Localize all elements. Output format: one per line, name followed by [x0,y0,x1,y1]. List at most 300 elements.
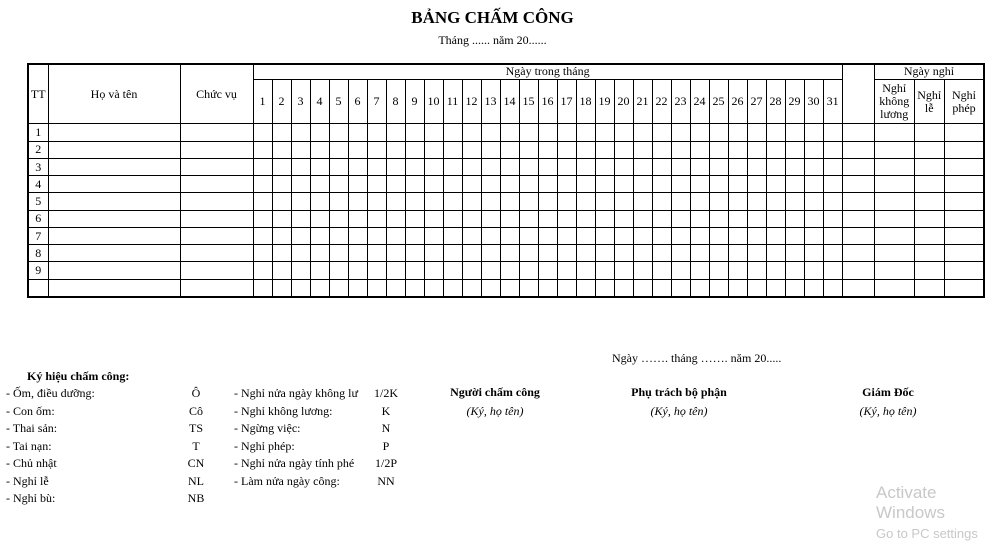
day-cell [519,279,538,297]
day-cell [538,124,557,141]
day-cell [709,279,728,297]
row-number: 1 [28,124,48,141]
day-cell [804,158,823,175]
day-cell [443,193,462,210]
day-cell [253,124,272,141]
day-cell [462,193,481,210]
day-cell [462,124,481,141]
leave-cell [914,262,944,279]
day-cell [595,210,614,227]
day-header: 12 [462,79,481,124]
day-cell [367,158,386,175]
day-cell [690,210,709,227]
day-cell [253,227,272,244]
name-cell [48,141,180,158]
day-cell [804,210,823,227]
legend-code: TS [188,421,203,435]
day-cell [272,210,291,227]
day-cell [538,262,557,279]
day-cell [747,227,766,244]
timesheet-table [27,63,985,298]
table-row [28,210,984,227]
day-cell [462,141,481,158]
day-cell [424,227,443,244]
day-cell [329,193,348,210]
day-cell [386,193,405,210]
day-cell [652,176,671,193]
day-cell [500,158,519,175]
day-header: 18 [576,79,595,124]
day-cell [804,176,823,193]
day-cell [747,210,766,227]
day-cell [253,210,272,227]
day-cell [766,262,785,279]
day-header: 2 [272,79,291,124]
day-cell [804,141,823,158]
day-cell [310,124,329,141]
day-cell [557,227,576,244]
day-cell [595,227,614,244]
day-header: 31 [823,79,842,124]
day-cell [367,193,386,210]
day-cell [310,227,329,244]
day-header: 19 [595,79,614,124]
day-cell [310,141,329,158]
day-cell [424,141,443,158]
day-cell [728,158,747,175]
day-cell [595,245,614,262]
day-cell [785,279,804,297]
day-cell [367,262,386,279]
day-header: 8 [386,79,405,124]
leave-col-header: Nghỉ không lương [874,79,914,124]
leave-cell [914,176,944,193]
day-cell [538,193,557,210]
day-cell [291,279,310,297]
leave-cell [914,124,944,141]
day-cell [310,210,329,227]
legend-label: - Ốm, điều dưỡng: [6,386,95,400]
row-number: 8 [28,245,48,262]
day-cell [367,210,386,227]
day-cell [443,141,462,158]
day-cell [766,141,785,158]
day-cell [823,193,842,210]
gap-cell [842,227,874,244]
day-cell [690,158,709,175]
day-cell [291,124,310,141]
legend-code: N [381,421,391,435]
day-cell [823,262,842,279]
day-cell [272,158,291,175]
leave-cell [874,210,914,227]
day-cell [823,141,842,158]
day-cell [633,210,652,227]
day-cell [652,193,671,210]
day-cell [709,124,728,141]
legend-code: NL [188,473,204,488]
day-cell [443,124,462,141]
day-cell [424,245,443,262]
day-cell [557,210,576,227]
day-cell [766,193,785,210]
day-cell [652,279,671,297]
signature-note: (Ký, họ tên) [859,404,917,418]
day-cell [671,210,690,227]
day-cell [424,176,443,193]
day-cell [481,262,500,279]
day-cell [652,210,671,227]
day-cell [690,262,709,279]
day-cell [462,210,481,227]
signature-block [589,385,769,419]
day-cell [443,245,462,262]
day-cell [519,124,538,141]
day-cell [348,158,367,175]
day-cell [652,124,671,141]
legend-code: K [381,403,391,418]
day-cell [253,245,272,262]
position-cell [180,158,253,175]
day-cell [576,245,595,262]
day-cell [386,141,405,158]
gap-cell [842,245,874,262]
row-number: 2 [28,141,48,158]
day-cell [348,176,367,193]
day-cell [367,176,386,193]
gap-cell [842,64,874,124]
legend-label: - Nghỉ bù: [6,491,56,505]
day-cell [481,210,500,227]
day-cell [576,262,595,279]
day-cell [253,262,272,279]
day-cell [519,245,538,262]
day-cell [747,193,766,210]
day-cell [348,210,367,227]
day-cell [671,124,690,141]
day-header: 7 [367,79,386,124]
day-cell [272,193,291,210]
row-number: 4 [28,176,48,193]
day-cell [386,279,405,297]
day-cell [500,141,519,158]
day-cell [500,193,519,210]
legend-label: - Nghỉ nửa ngày tính phé [234,456,355,470]
day-cell [614,193,633,210]
day-header: 27 [747,79,766,124]
day-cell [310,176,329,193]
leave-cell [914,141,944,158]
day-cell [709,245,728,262]
col-header-position: Chức vụ [180,64,253,124]
day-cell [785,193,804,210]
day-cell [728,279,747,297]
day-cell [386,245,405,262]
day-cell [481,193,500,210]
day-cell [538,227,557,244]
legend-label: - Chủ nhật [6,456,57,470]
position-cell [180,245,253,262]
leave-cell [944,279,984,297]
day-header: 29 [785,79,804,124]
day-header: 5 [329,79,348,124]
day-cell [633,262,652,279]
gap-cell [842,176,874,193]
day-cell [595,279,614,297]
day-cell [481,176,500,193]
legend-label: - Nghỉ không lương: [234,403,333,418]
day-cell [823,124,842,141]
day-cell [310,262,329,279]
day-cell [272,227,291,244]
legend-code: 1/2K [374,386,398,400]
day-cell [481,141,500,158]
day-cell [766,245,785,262]
day-header: 3 [291,79,310,124]
position-cell [180,176,253,193]
day-cell [329,262,348,279]
legend-label: - Thai sản: [6,421,58,435]
day-cell [728,141,747,158]
day-cell [804,124,823,141]
gap-cell [842,262,874,279]
gap-cell [842,158,874,175]
day-cell [329,210,348,227]
day-cell [386,262,405,279]
day-cell [443,279,462,297]
day-cell [443,227,462,244]
leave-cell [944,193,984,210]
day-cell [690,176,709,193]
day-header: 30 [804,79,823,124]
day-header: 1 [253,79,272,124]
day-cell [747,262,766,279]
gap-cell [842,279,874,297]
day-cell [614,176,633,193]
signature-note: (Ký, họ tên) [650,404,708,418]
day-cell [348,227,367,244]
day-cell [272,245,291,262]
day-cell [519,210,538,227]
day-cell [747,141,766,158]
day-cell [519,158,538,175]
day-cell [614,227,633,244]
day-cell [462,279,481,297]
day-cell [291,227,310,244]
day-cell [538,141,557,158]
day-cell [671,158,690,175]
day-cell [728,227,747,244]
name-cell [48,124,180,141]
day-cell [538,158,557,175]
day-cell [766,210,785,227]
day-cell [500,245,519,262]
day-cell [614,262,633,279]
row-number: 3 [28,158,48,175]
leave-cell [914,158,944,175]
day-cell [614,124,633,141]
row-number: 9 [28,262,48,279]
table-row [28,141,984,158]
day-header: 9 [405,79,424,124]
day-cell [462,245,481,262]
row-number: 5 [28,193,48,210]
day-cell [443,262,462,279]
day-cell [424,193,443,210]
day-cell [747,176,766,193]
day-cell [481,245,500,262]
day-cell [500,210,519,227]
day-cell [785,245,804,262]
leave-cell [874,262,914,279]
leave-cell [944,210,984,227]
day-cell [785,141,804,158]
day-cell [633,193,652,210]
day-cell [500,279,519,297]
day-cell [367,245,386,262]
day-cell [500,176,519,193]
signature-block [405,385,585,419]
day-cell [291,141,310,158]
day-cell [538,245,557,262]
day-cell [348,279,367,297]
legend-code: NN [377,473,395,488]
signature-role: Người chấm công [450,385,540,399]
day-cell [329,141,348,158]
table-row [28,279,984,297]
day-cell [348,141,367,158]
day-cell [671,193,690,210]
day-cell [443,158,462,175]
leave-cell [874,124,914,141]
leave-group-header: Ngày nghỉ [874,64,984,79]
day-cell [804,193,823,210]
name-cell [48,158,180,175]
day-cell [709,176,728,193]
leave-cell [944,262,984,279]
day-header: 22 [652,79,671,124]
day-cell [690,193,709,210]
day-cell [709,158,728,175]
day-cell [291,210,310,227]
day-cell [576,124,595,141]
day-cell [785,210,804,227]
day-cell [253,141,272,158]
day-cell [557,158,576,175]
day-cell [595,141,614,158]
day-header: 20 [614,79,633,124]
day-cell [272,262,291,279]
day-cell [310,193,329,210]
leave-cell [914,193,944,210]
day-cell [728,245,747,262]
legend-label: - Làm nửa ngày công: [234,473,340,488]
day-cell [690,279,709,297]
day-cell [538,210,557,227]
day-header: 21 [633,79,652,124]
day-cell [519,262,538,279]
day-cell [405,245,424,262]
day-cell [709,227,728,244]
signing-date-line: Ngày ……. tháng ……. năm 20..... [612,351,782,365]
day-cell [576,210,595,227]
day-cell [709,262,728,279]
day-header: 11 [443,79,462,124]
day-cell [462,227,481,244]
position-cell [180,262,253,279]
day-cell [329,158,348,175]
col-header-tt: TT [28,64,48,124]
name-cell [48,279,180,297]
day-cell [823,210,842,227]
day-cell [291,158,310,175]
day-cell [272,124,291,141]
day-cell [652,227,671,244]
day-cell [481,279,500,297]
signature-note: (Ký, họ tên) [466,404,524,418]
day-cell [614,210,633,227]
day-cell [310,245,329,262]
day-cell [690,227,709,244]
table-row [28,262,984,279]
day-cell [576,158,595,175]
day-cell [595,193,614,210]
day-cell [386,227,405,244]
leave-cell [874,141,914,158]
day-cell [253,193,272,210]
position-cell [180,279,253,297]
day-cell [766,279,785,297]
day-cell [671,262,690,279]
day-cell [462,158,481,175]
day-cell [329,176,348,193]
gap-cell [842,193,874,210]
day-cell [576,193,595,210]
day-cell [595,158,614,175]
day-cell [728,124,747,141]
leave-cell [874,176,914,193]
day-cell [557,279,576,297]
leave-cell [914,210,944,227]
day-cell [557,141,576,158]
day-cell [443,176,462,193]
watermark-line1: Activate Windows [876,483,945,522]
legend-code: NB [187,491,205,505]
day-cell [785,227,804,244]
position-cell [180,210,253,227]
table-row [28,227,984,244]
leave-cell [944,158,984,175]
day-cell [348,124,367,141]
gap-cell [842,210,874,227]
day-cell [804,262,823,279]
day-cell [253,176,272,193]
day-cell [785,176,804,193]
days-group-header: Ngày trong tháng [253,64,842,79]
day-cell [348,245,367,262]
day-cell [519,193,538,210]
leave-cell [874,245,914,262]
day-header: 13 [481,79,500,124]
day-cell [253,279,272,297]
position-cell [180,227,253,244]
day-cell [348,262,367,279]
day-cell [671,279,690,297]
day-cell [785,262,804,279]
day-cell [424,158,443,175]
position-cell [180,141,253,158]
day-cell [424,262,443,279]
